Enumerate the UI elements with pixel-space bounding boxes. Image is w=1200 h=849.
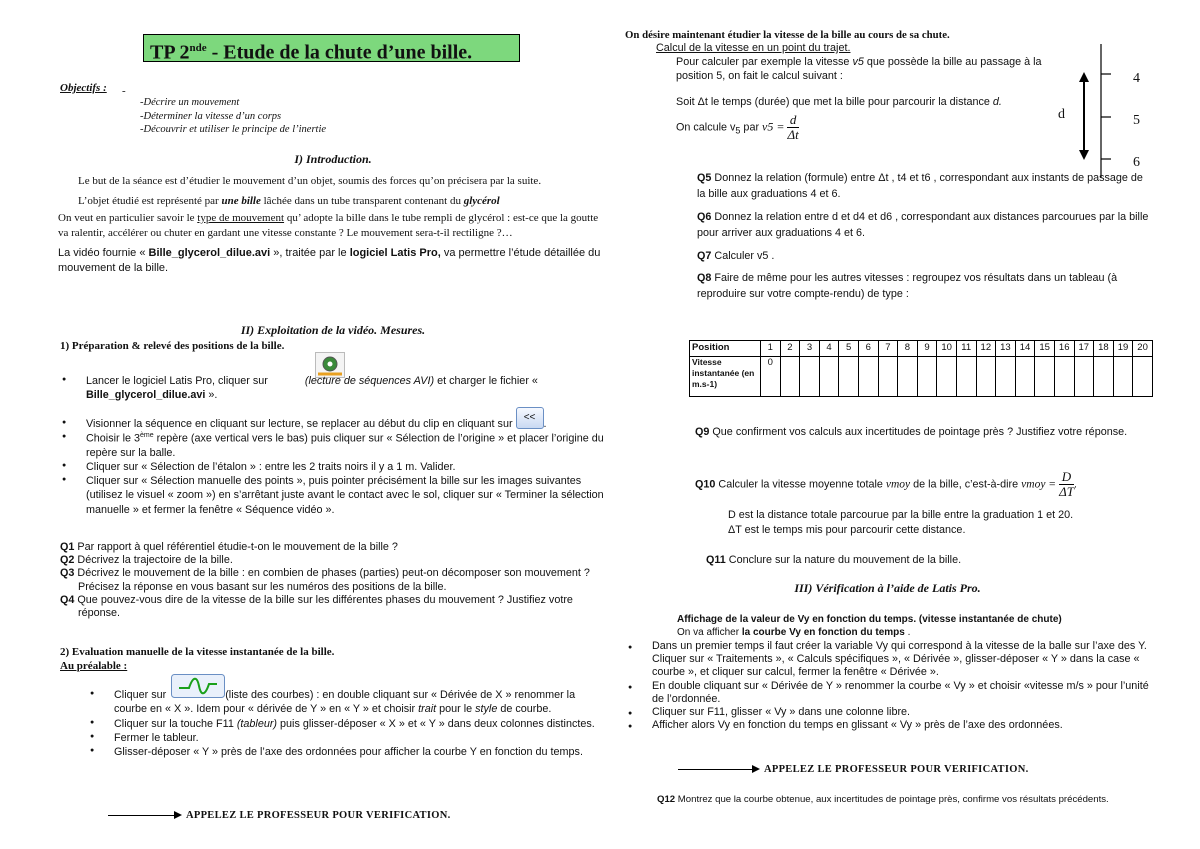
- question-id: Q6: [697, 211, 712, 223]
- prealable-step: [86, 717, 608, 731]
- table-cell-position: 11: [956, 341, 976, 357]
- question-q2: [60, 554, 605, 567]
- question-text: Donnez la relation (formule) entre Δt , t4 et t6 , correspondant aux instants de passage de la bille aux graduations 4 et 6.: [697, 172, 1143, 200]
- graduation-svg: [1055, 42, 1155, 180]
- intro-heading: I) Introduction.: [294, 152, 372, 166]
- arrow-up-icon: [1079, 72, 1089, 82]
- prealable-step-2-b: (tableur): [236, 717, 278, 730]
- intro-p3-c: qu’ adopte la bille dans le tube rempli de glycérol : est-ce que la goutte va ralentir, accélérer ou chuter en gardant une vitesse constante ? Le mouvement sera-t-il rectiligne ?…: [58, 212, 599, 239]
- rewind-button[interactable]: <<: [516, 407, 544, 429]
- prealable-step: [86, 745, 608, 759]
- question-q11: [706, 553, 961, 567]
- calcul-p3-b: par: [740, 121, 763, 134]
- calcul-p2-d: d.: [992, 95, 1002, 108]
- appel-professeur-right: [678, 763, 1029, 777]
- calcul-p1-v: v5: [852, 56, 864, 68]
- objectif-item: -Décrire un mouvement: [140, 97, 240, 108]
- question-text: Donnez la relation entre d et d4 et d6 , correspondant aux distances parcourues par la bille pour arriver aux graduations 4 et 6.: [697, 211, 1149, 239]
- graduation-diagram: [1055, 42, 1155, 180]
- table-cell-position: 12: [976, 341, 996, 357]
- question-text: Calculer v5 .: [711, 250, 775, 262]
- table-header-position: Position: [690, 341, 761, 357]
- question-text: Décrivez la trajectoire de la bille.: [74, 554, 233, 567]
- question-q10-v: vmoy: [885, 478, 911, 491]
- q10-num: D: [1059, 470, 1074, 485]
- affichage-d: .: [904, 627, 911, 638]
- verification-step: ● Afficher alors Vy en fonction du temps en glissant « Vy » près de l’axe des ordonnées.: [624, 719, 1152, 732]
- question-q5: [697, 170, 1152, 202]
- question-id: Q8: [697, 272, 712, 284]
- question-id: Q2: [60, 554, 75, 567]
- question-text: Que confirment vos calculs aux incertitudes de pointage près ? Justifiez votre réponse.: [709, 426, 1128, 438]
- questions-q5-q8: [697, 170, 1152, 302]
- question-q6: [697, 209, 1152, 241]
- verification-step: ● En double cliquant sur « Dérivée de Y » renommer la courbe « Vy » et choisir «vitesse m/s » pour l’unité de l’ordonnée.: [624, 680, 1152, 706]
- intro-p3-b: type de mouvement: [197, 212, 285, 225]
- prep-step-3-b: repère (axe vertical vers le bas) puis cliquer sur « Sélection de l’origine » et placer l’origine du repère sur la balle.: [86, 432, 604, 459]
- table-cell-position: 19: [1113, 341, 1133, 357]
- question-id: Q3: [60, 567, 75, 580]
- question-text: Que pouvez-vous dire de la vitesse de la bille sur les différentes phases du mouvement ? Justifiez votre réponse.: [74, 593, 573, 620]
- question-id: Q11: [706, 554, 726, 566]
- verification-heading: III) Vérification à l’aide de Latis Pro.: [794, 581, 981, 595]
- intro-p2: [58, 194, 608, 209]
- objectif-item: -Déterminer la vitesse d’un corps: [140, 110, 282, 122]
- q10-definition-d: D est la distance totale parcourue par la bille entre la graduation 1 et 20.: [728, 509, 1074, 521]
- question-id: Q1: [60, 541, 75, 553]
- affichage-c: la courbe Vy en fonction du temps: [741, 627, 905, 638]
- question-q1: [60, 541, 605, 554]
- diagram-label-4: 4: [1133, 71, 1140, 86]
- table-cell-position: 10: [937, 341, 957, 357]
- verification-bullets: [624, 640, 1152, 732]
- prealable-step-1-c: trait: [418, 703, 437, 716]
- prealable-step: [86, 731, 608, 745]
- q10-formula-lhs: vmoy =: [1021, 478, 1057, 491]
- question-id: Q4: [60, 593, 75, 606]
- table-cell-position: 3: [800, 341, 820, 357]
- velocity-table-grid: [689, 340, 1153, 397]
- prep-step: ● Visionner la séquence en cliquant sur lecture, se replacer au début du clip en cliquant sur <<.: [58, 417, 606, 431]
- calcul-p1: [676, 55, 1060, 84]
- table-cell-position: 5: [839, 341, 859, 357]
- objectifs-dash: -: [122, 85, 126, 97]
- prep-step-1-b: (lecture de séquences AVI): [304, 375, 435, 387]
- vitesse-intro: On désire maintenant étudier la vitesse de la bille au cours de sa chute.: [625, 29, 950, 41]
- calcul-heading: Calcul de la vitesse en un point du trajet.: [656, 42, 851, 54]
- table-cell-speed: [1074, 357, 1094, 397]
- arrow-right-icon: [108, 815, 180, 817]
- intro-p4: [58, 246, 608, 275]
- prep-steps: [58, 374, 606, 517]
- question-text: Par rapport à quel référentiel étudie-t-on le mouvement de la bille ?: [74, 541, 398, 553]
- question-text: Montrez que la courbe obtenue, aux incertitudes de pointage près, confirme vos résultats précédents.: [675, 794, 1109, 805]
- appel-professeur-left: [108, 809, 451, 823]
- page-title: [143, 34, 520, 62]
- table-cell-speed: [956, 357, 976, 397]
- table-cell-speed: [1035, 357, 1055, 397]
- question-q10-b: de la bille, c’est-à-dire: [910, 478, 1022, 491]
- table-cell-position: 7: [878, 341, 898, 357]
- subsection-2-heading: 2) Evaluation manuelle de la vitesse instantanée de la bille.: [60, 646, 335, 658]
- table-cell-speed: [800, 357, 820, 397]
- prealable-step-1-b: (liste des courbes) : en double cliquant sur « Dérivée de X » renommer la courbe en « X ». Idem pour « dérivée de Y » en « Y » et choisir: [114, 689, 576, 716]
- table-cell-speed: [1133, 357, 1153, 397]
- q10-fraction: [1059, 470, 1074, 499]
- prealable-step: [86, 688, 608, 717]
- appel-text: APPELEZ LE PROFESSEUR POUR VERIFICATION.: [186, 810, 451, 821]
- table-cell-speed: [898, 357, 918, 397]
- question-id: Q12: [657, 794, 676, 805]
- prealable-step-1-d: pour le: [436, 703, 476, 716]
- table-header-vitesse: Vitesse instantanée (en m.s-1): [690, 357, 761, 397]
- prep-step: [58, 474, 606, 517]
- formula-fraction: [787, 113, 798, 142]
- intro-p2-a: L’objet étudié est représenté par: [78, 194, 222, 207]
- formula-num: d: [787, 113, 798, 128]
- table-cell-position: 13: [996, 341, 1016, 357]
- table-cell-speed: [1054, 357, 1074, 397]
- formula-den: Δt: [787, 126, 799, 142]
- question-q10: [695, 470, 1155, 499]
- prealable-step-1-f: de courbe.: [497, 703, 552, 716]
- table-cell-position: 14: [1015, 341, 1035, 357]
- arrow-right-icon: [678, 769, 758, 771]
- objectifs-list: [140, 96, 326, 137]
- table-cell-position: 9: [917, 341, 937, 357]
- table-cell-speed: [878, 357, 898, 397]
- calcul-p2: [676, 95, 1060, 109]
- prep-step-2: Visionner la séquence en cliquant sur lecture, se replacer au début du clip en cliquant sur: [86, 417, 513, 430]
- diagram-label-d: d: [1058, 107, 1065, 122]
- prealable-step-1-a: Cliquer sur: [114, 689, 167, 701]
- title-sup: nde: [189, 42, 207, 54]
- table-cell-position: 20: [1133, 341, 1153, 357]
- intro-p2-c: lâchée dans un tube transparent contenant du: [260, 194, 464, 207]
- question-text: Conclure sur la nature du mouvement de la bille.: [725, 554, 962, 566]
- question-id: Q7: [697, 250, 712, 262]
- table-cell-position: 1: [761, 341, 781, 357]
- question-q9: [695, 424, 1135, 440]
- calcul-p2-a: Soit Δt le temps (durée) que met la bille pour parcourir la distance: [676, 95, 993, 108]
- table-cell-speed: [1094, 357, 1114, 397]
- prealable-step-2-c: puis glisser-déposer « X » et « Y » dans deux colonnes distinctes.: [277, 717, 595, 730]
- question-id: Q5: [697, 172, 712, 184]
- affichage-text: [677, 613, 1137, 639]
- prealable-step-1-e: style: [475, 703, 498, 716]
- question-q7: [697, 248, 1152, 264]
- table-cell-position: 2: [780, 341, 800, 357]
- question-q4: [60, 594, 605, 620]
- question-q10-a: Calculer la vitesse moyenne totale: [715, 478, 886, 491]
- subsection-1-heading: 1) Préparation & relevé des positions de la bille.: [60, 340, 285, 352]
- table-cell-speed: [839, 357, 859, 397]
- calcul-p3: [676, 113, 1060, 142]
- prep-step-1-c: et charger le fichier «: [434, 375, 538, 387]
- exploitation-heading: II) Exploitation de la vidéo. Mesures.: [240, 323, 426, 337]
- question-id: Q9: [695, 426, 710, 438]
- table-cell-speed: [819, 357, 839, 397]
- table-cell-position: 18: [1094, 341, 1114, 357]
- q10-definition-t: ΔT est le temps mis pour parcourir cette distance.: [728, 524, 966, 536]
- appel-text: APPELEZ LE PROFESSEUR POUR VERIFICATION.: [764, 764, 1029, 775]
- intro-p4-b: Bille_glycerol_dilue.avi: [148, 247, 271, 260]
- table-cell-position: 16: [1054, 341, 1074, 357]
- table-cell-speed: [976, 357, 996, 397]
- prep-step-1-a: Lancer le logiciel Latis Pro, cliquer sur: [86, 375, 271, 387]
- calcul-p1-b: que possède la bille au passage à la position 5, on fait le calcul suivant :: [676, 56, 1042, 83]
- affichage-line-1: Affichage de la valeur de Vy en fonction du temps. (vitesse instantanée de chute): [677, 614, 1062, 625]
- question-q3: [60, 567, 605, 593]
- intro-p4-c: », traitée par le: [270, 247, 350, 260]
- table-cell-speed: [917, 357, 937, 397]
- prep-step-3-sup: ème: [140, 431, 154, 439]
- objectif-item: -Découvrir et utiliser le principe de l’inertie: [140, 124, 327, 135]
- table-cell-speed: [996, 357, 1016, 397]
- verification-step: ● Cliquer sur F11, glisser « Vy » dans une colonne libre.: [624, 706, 1152, 719]
- table-cell-position: 17: [1074, 341, 1094, 357]
- formula-lhs: v5 =: [762, 119, 785, 134]
- intro-p4-e: va permettre l’étude détaillée du mouvement de la bille.: [58, 247, 601, 274]
- table-cell-position: 15: [1035, 341, 1055, 357]
- intro-p4-a: La vidéo fournie «: [58, 247, 149, 260]
- intro-p1: Le but de la séance est d’étudier le mouvement d’un objet, soumis des forces qu’on précisera par la suite.: [78, 175, 542, 187]
- intro-p3: [58, 211, 608, 240]
- question-text: Décrivez le mouvement de la bille : en combien de phases (parties) peut-on décomposer son mouvement ? Précisez la réponse en vous basant sur les numéros des positions de la bille.: [74, 567, 590, 593]
- prep-step-1-e: ».: [205, 389, 218, 402]
- calcul-p3-sub: 5: [735, 125, 741, 136]
- intro-p2-b: une bille: [221, 194, 261, 207]
- prealable-steps: [86, 688, 608, 759]
- table-cell-speed: [858, 357, 878, 397]
- velocity-table: [689, 340, 1153, 397]
- table-row: [690, 357, 1153, 397]
- table-cell-position: 4: [819, 341, 839, 357]
- diagram-label-6: 6: [1133, 155, 1140, 170]
- question-id: Q10: [695, 478, 716, 491]
- intro-p4-d: logiciel Latis Pro,: [349, 247, 441, 260]
- table-cell-speed: 0: [761, 357, 781, 397]
- prep-step-1-d: Bille_glycerol_dilue.avi: [86, 389, 206, 402]
- q10-definitions: [728, 508, 1073, 538]
- affichage-b: On va afficher: [677, 627, 742, 638]
- questions-q1-q4: [60, 541, 605, 620]
- table-row: [690, 341, 1153, 357]
- prep-step-3-a: Choisir le 3: [86, 432, 141, 445]
- table-cell-speed: [1015, 357, 1035, 397]
- prep-step: [58, 431, 606, 460]
- calcul-p3-a: On calcule v: [676, 121, 736, 134]
- prealable-step-3: Fermer le tableur.: [114, 731, 199, 744]
- intro-p2-d: glycérol: [463, 194, 500, 207]
- affichage-line-2: [677, 626, 1137, 639]
- question-text: Faire de même pour les autres vitesses : regroupez vos résultats dans un tableau (à reproduire sur votre compte-rendu) de type :: [697, 272, 1118, 300]
- table-cell-speed: [937, 357, 957, 397]
- diagram-label-5: 5: [1133, 113, 1140, 128]
- q10-den: ΔT: [1059, 484, 1074, 499]
- intro-text: [58, 174, 608, 275]
- title-prefix: TP 2: [150, 41, 190, 64]
- calcul-text: [676, 55, 1060, 142]
- q10-dot: .: [1073, 478, 1077, 491]
- arrow-down-icon: [1079, 150, 1089, 160]
- prealable-step-4: Glisser-déposer « Y » près de l’axe des ordonnées pour afficher la courbe Y en fonction du temps.: [114, 746, 583, 758]
- prealable-label: Au préalable :: [60, 660, 128, 672]
- question-q8: [697, 270, 1152, 302]
- prep-step: [58, 374, 606, 403]
- table-cell-speed: [1113, 357, 1133, 397]
- objectifs-label: Objectifs :: [60, 82, 107, 94]
- table-cell-position: 8: [898, 341, 918, 357]
- prep-step: [58, 460, 606, 474]
- calcul-p1-a: Pour calculer par exemple la vitesse: [676, 56, 853, 68]
- prealable-step-2-a: Cliquer sur la touche F11: [114, 717, 237, 730]
- intro-p3-a: On veut en particulier savoir le: [58, 212, 198, 225]
- table-cell-speed: [780, 357, 800, 397]
- question-q12: [657, 794, 1153, 807]
- prep-step-5: Cliquer sur « Sélection manuelle des points », puis pointer précisément la bille sur les images suivantes (utilisez le visuel « zoom ») en s’arrêtant juste avant le contact avec le sol, cliquer sur « Terminer la sélection manuelle » et fermer la fenêtre « Séquence vidéo ».: [86, 475, 604, 516]
- table-cell-position: 6: [858, 341, 878, 357]
- title-main: - Etude de la chute d’une bille.: [206, 41, 473, 64]
- verification-step: ● Dans un premier temps il faut créer la variable Vy qui correspond à la vitesse de la balle sur l’axe des Y. Cliquer sur « Traitements », « Calculs spécifiques », « Dérivée », glisser-déposer « Y » dans la case « courbe », et cliquer sur calcul, fermer la fenêtre « Dérivée ».: [624, 640, 1152, 680]
- prep-step-4: Cliquer sur « Sélection de l’étalon » : entre les 2 traits noirs il y a 1 m. Valider.: [86, 460, 456, 473]
